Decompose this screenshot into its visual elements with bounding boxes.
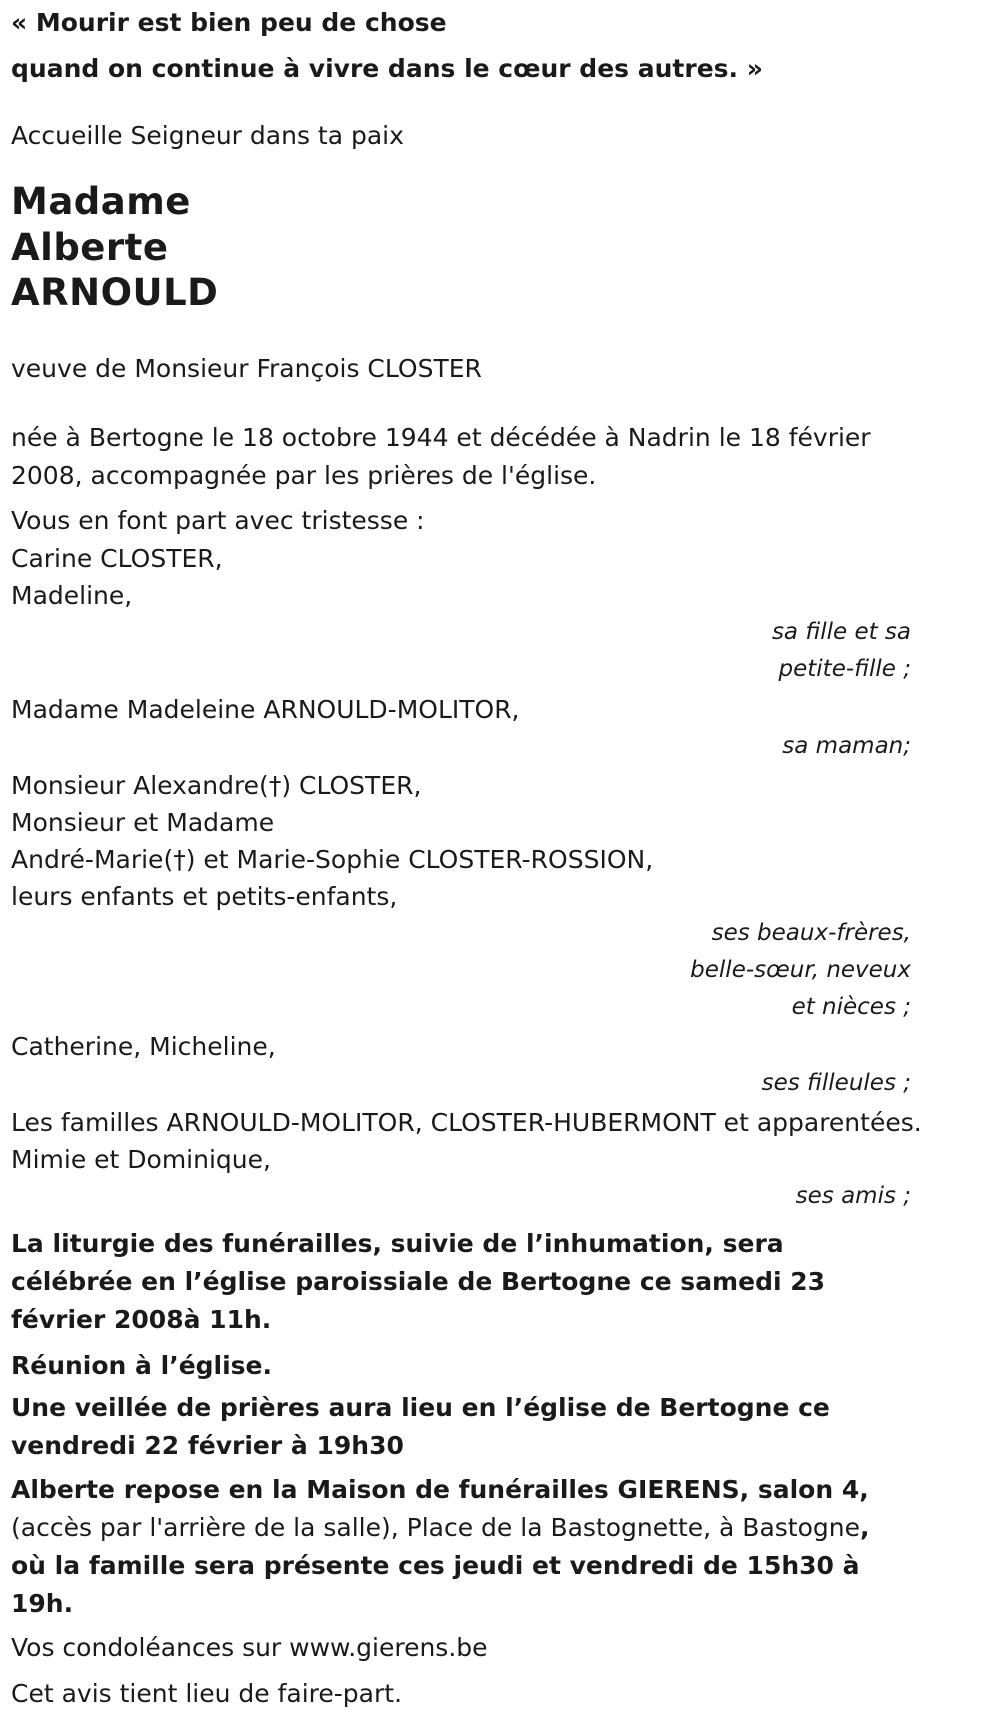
family-group-friends	[11, 1104, 991, 1215]
family-name: Madame Madeleine ARNOULD-MOLITOR,	[11, 695, 520, 724]
family-group-in-laws	[11, 767, 991, 1026]
family-role: ses beaux-frères,	[711, 920, 911, 946]
reunion-info: Réunion à l’église.	[11, 1351, 273, 1380]
notice-line: Cet avis tient lieu de faire-part.	[11, 1679, 403, 1708]
family-role: belle-sœur, neveux	[690, 957, 911, 983]
family-name: Mimie et Dominique,	[11, 1145, 271, 1174]
family-role: sa fille et sa	[771, 619, 911, 645]
family-group-mother	[11, 691, 991, 765]
family-name: leurs enfants et petits-enfants,	[11, 882, 398, 911]
repose-bold-start: Alberte repose en la Maison de funérailles GIERENS, salon 4,	[11, 1475, 869, 1504]
family-name: Monsieur et Madame	[11, 808, 275, 837]
prayer-line: Accueille Seigneur dans ta paix	[11, 121, 404, 150]
family-name: Monsieur Alexandre(†) CLOSTER,	[11, 771, 422, 800]
deceased-title: Madame	[11, 180, 191, 223]
announcement-intro: Vous en font part avec tristesse :	[11, 506, 425, 535]
quote-line-1: « Mourir est bien peu de chose	[11, 8, 447, 37]
family-name: Carine CLOSTER,	[11, 544, 223, 573]
deceased-last-name: ARNOULD	[11, 271, 219, 314]
family-group-daughter	[11, 540, 991, 688]
family-name: Les familles ARNOULD-MOLITOR, CLOSTER-HUBERMONT et apparentées.	[11, 1108, 922, 1137]
deceased-first-name: Alberte	[11, 226, 169, 269]
deceased-name	[11, 178, 991, 316]
family-role: et nièces ;	[791, 994, 911, 1020]
quote-line-2: quand on continue à vivre dans le cœur des autres. »	[11, 54, 763, 83]
family-role: petite-fille ;	[778, 656, 911, 682]
widow-of: veuve de Monsieur François CLOSTER	[11, 354, 482, 383]
family-name: André-Marie(†) et Marie-Sophie CLOSTER-ROSSION,	[11, 845, 654, 874]
family-name: Madeline,	[11, 581, 133, 610]
birth-death: née à Bertogne le 18 octobre 1944 et décédée à Nadrin le 18 février 2008, accompagnée par les prières de l'église.	[11, 423, 871, 490]
obituary-notice	[11, 0, 991, 1713]
repose-info	[11, 1471, 891, 1623]
liturgy-info: La liturgie des funérailles, suivie de l’inhumation, sera célébrée en l’église paroissiale de Bertogne ce samedi 23 février 2008à 11h.	[11, 1229, 826, 1334]
family-role: ses filleules ;	[761, 1070, 911, 1096]
family-group-goddaughters	[11, 1028, 991, 1102]
condolences-line: Vos condoléances sur www.gierens.be	[11, 1633, 488, 1662]
repose-details: (accès par l'arrière de la salle), Place de la Bastognette, à Bastogne	[11, 1513, 860, 1542]
repose-bold-end: , où la famille sera présente ces jeudi et vendredi de 15h30 à 19h.	[11, 1513, 870, 1618]
vigil-info: Une veillée de prières aura lieu en l’église de Bertogne ce vendredi 22 février à 19h30	[11, 1393, 830, 1460]
family-role: sa maman;	[782, 733, 911, 759]
family-name: Catherine, Micheline,	[11, 1032, 276, 1061]
family-role: ses amis ;	[795, 1183, 911, 1209]
